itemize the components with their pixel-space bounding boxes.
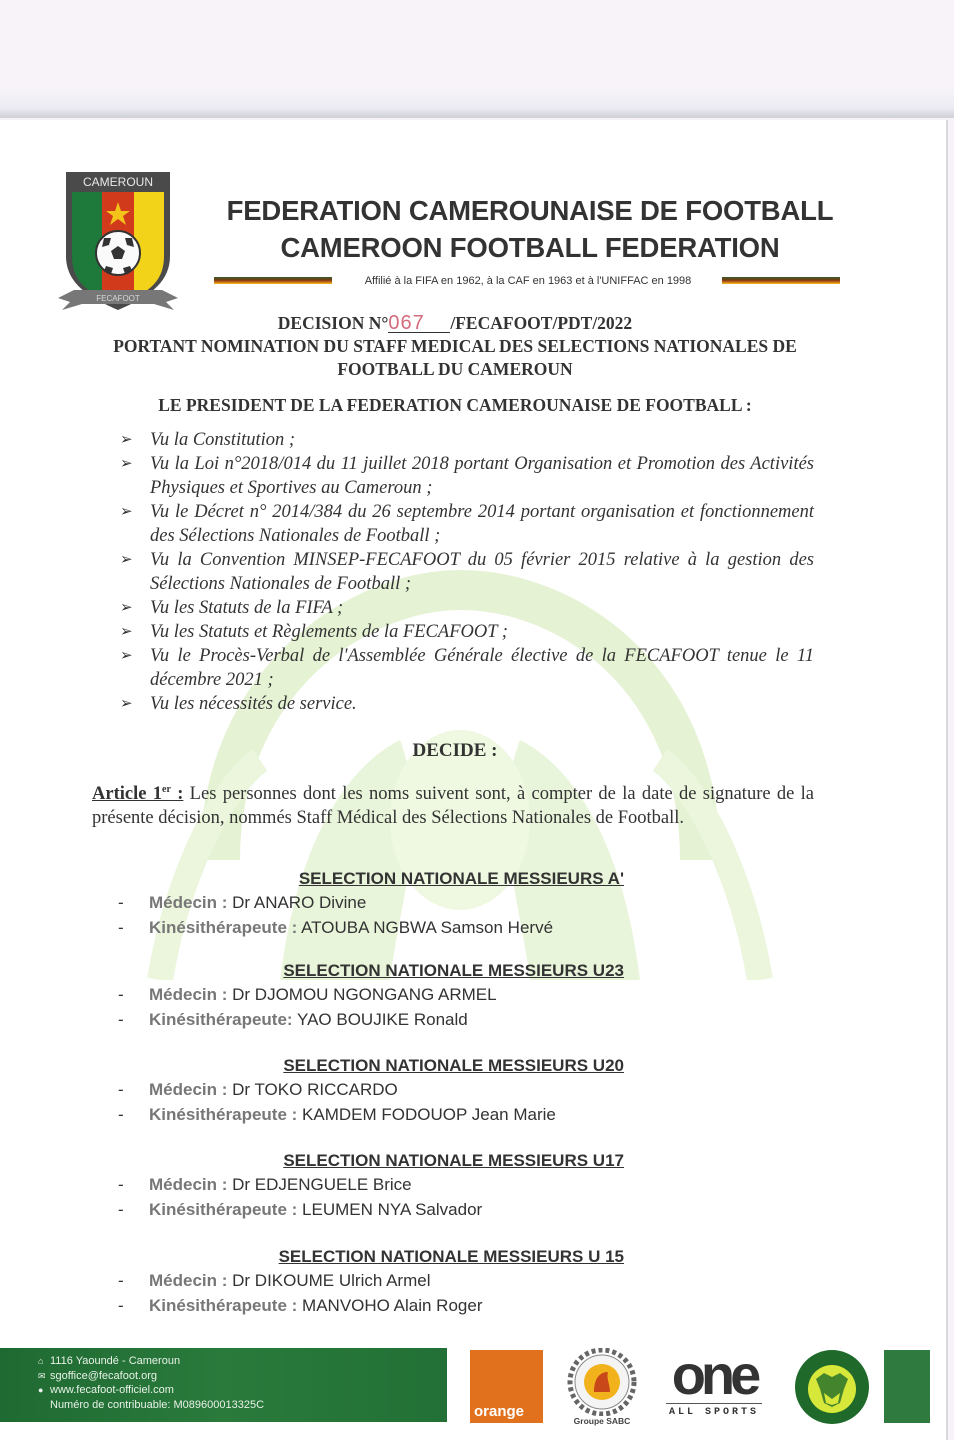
staff-name: Dr DJOMOU NGONGANG ARMEL bbox=[227, 985, 497, 1004]
article-1-text: Les personnes dont les noms suivent sont, à compter de la date de signature de la présente décision, nommés Staff Médical des Sélections Nationales de Football. bbox=[92, 784, 814, 829]
dash-bullet: - bbox=[118, 1295, 124, 1315]
sabc-gear-icon bbox=[566, 1348, 638, 1416]
consideration-text: Vu le Décret n° 2014/384 du 26 septembre 2014 portant organisation et fonctionnement des Sélections Nationales de Football ; bbox=[150, 502, 814, 546]
flag-stripe-right bbox=[722, 277, 840, 284]
address-text: 1116 Yaoundé - Cameroun bbox=[50, 1355, 181, 1367]
selection-u15 bbox=[118, 1245, 678, 1318]
consideration-text: Vu le Procès-Verbal de l'Assemblée Générale élective de la FECAFOOT tenue le 11 décembre 2021 ; bbox=[150, 646, 814, 690]
staff-row bbox=[118, 916, 678, 941]
footer-contact-bar bbox=[0, 1348, 447, 1422]
dash-bullet: - bbox=[118, 1199, 124, 1219]
staff-name: Dr DIKOUME Ulrich Armel bbox=[227, 1271, 431, 1290]
article-1 bbox=[92, 778, 814, 830]
considerations-list bbox=[120, 428, 814, 716]
consideration-item bbox=[120, 452, 814, 500]
crest-label: CAMEROUN bbox=[82, 175, 154, 189]
staff-role: Kinésithérapeute : bbox=[149, 917, 298, 937]
article-label-sup: er bbox=[162, 784, 171, 795]
president-heading: LE PRESIDENT DE LA FEDERATION CAMEROUNAISE DE FOOTBALL : bbox=[158, 395, 752, 415]
footer-address bbox=[38, 1354, 264, 1369]
decision-number-line bbox=[100, 312, 810, 335]
selection-title: SELECTION NATIONALE MESSIEURS U23 bbox=[283, 961, 624, 980]
federation-title bbox=[180, 192, 880, 266]
arrow-bullet-icon: ➢ bbox=[120, 456, 133, 472]
affiliation-text: Affilié à la FIFA en 1962, à la CAF en 1963 et à l'UNIFFAC en 1998 bbox=[364, 275, 692, 287]
decision-number-handwritten: 067 bbox=[388, 314, 450, 333]
staff-role: Kinésithérapeute : bbox=[149, 1295, 298, 1315]
consideration-text: Vu la Loi n°2018/014 du 11 juillet 2018 portant Organisation et Promotion des Activités Physiques et Sportives au Cameroun ; bbox=[150, 454, 814, 498]
consideration-item bbox=[120, 596, 814, 620]
staff-role: Médecin : bbox=[149, 1080, 228, 1099]
arrow-bullet-icon: ➢ bbox=[120, 648, 133, 664]
sabc-sponsor-logo bbox=[566, 1348, 638, 1428]
arrow-bullet-icon: ➢ bbox=[120, 600, 133, 616]
consideration-text: Vu les nécessités de service. bbox=[150, 694, 357, 714]
one-all-sports-logo bbox=[652, 1343, 776, 1428]
dash-bullet: - bbox=[118, 917, 124, 937]
dash-bullet: - bbox=[118, 1271, 124, 1290]
one-logo-caption: ALL SPORTS bbox=[668, 1407, 759, 1418]
staff-row bbox=[118, 1269, 678, 1294]
selection-title: SELECTION NATIONALE MESSIEURS U17 bbox=[283, 1151, 624, 1170]
arrow-bullet-icon: ➢ bbox=[120, 552, 133, 568]
dash-bullet: - bbox=[118, 985, 124, 1004]
consideration-item bbox=[120, 500, 814, 548]
selections-list bbox=[118, 867, 678, 1318]
consideration-text: Vu les Statuts et Règlements de la FECAFOOT ; bbox=[150, 622, 508, 642]
selection-title: SELECTION NATIONALE MESSIEURS U 15 bbox=[278, 1247, 624, 1266]
consideration-item bbox=[120, 620, 814, 644]
staff-name: Dr TOKO RICCARDO bbox=[227, 1080, 398, 1099]
crest-ribbon: FECAFOOT bbox=[96, 294, 140, 303]
staff-name: KAMDEM FODOUOP Jean Marie bbox=[297, 1104, 556, 1124]
decision-subject-line2: FOOTBALL DU CAMEROUN bbox=[337, 359, 573, 379]
consideration-item bbox=[120, 428, 814, 452]
email-text: sgoffice@fecafoot.org bbox=[50, 1369, 157, 1382]
selection-a bbox=[118, 867, 678, 940]
decision-heading bbox=[100, 312, 810, 381]
staff-role: Kinésithérapeute: bbox=[149, 1009, 293, 1029]
dash-bullet: - bbox=[118, 1175, 124, 1194]
staff-role: Kinésithérapeute : bbox=[149, 1104, 298, 1124]
tax-id-text: Numéro de contribuable: M089600013325C bbox=[50, 1398, 265, 1411]
arrow-bullet-icon: ➢ bbox=[120, 504, 133, 520]
staff-name: LEUMEN NYA Salvador bbox=[297, 1199, 483, 1219]
staff-role: Médecin : bbox=[149, 893, 228, 912]
consideration-item bbox=[120, 548, 814, 596]
dash-bullet: - bbox=[118, 1104, 124, 1124]
staff-role: Médecin : bbox=[149, 1175, 228, 1194]
federation-title-en: CAMEROON FOOTBALL FEDERATION bbox=[280, 232, 780, 263]
dash-bullet: - bbox=[118, 1009, 124, 1029]
decide-heading: DECIDE : bbox=[412, 740, 498, 761]
consideration-item bbox=[120, 644, 814, 692]
staff-name: Dr EDJENGUELE Brice bbox=[227, 1175, 412, 1194]
selection-title: SELECTION NATIONALE MESSIEURS U20 bbox=[283, 1056, 624, 1075]
staff-name: YAO BOUJIKE Ronald bbox=[292, 1009, 468, 1029]
staff-name: ATOUBA NGBWA Samson Hervé bbox=[297, 917, 554, 937]
viewer-background bbox=[0, 0, 954, 118]
dash-bullet: - bbox=[118, 893, 124, 912]
staff-row bbox=[118, 891, 678, 916]
arrow-bullet-icon: ➢ bbox=[120, 696, 133, 712]
flag-stripe-left bbox=[214, 277, 332, 284]
one-logo-rule bbox=[666, 1403, 762, 1404]
fecafoot-crest-logo bbox=[56, 168, 180, 316]
staff-role: Médecin : bbox=[149, 985, 228, 1004]
staff-row bbox=[118, 1294, 678, 1319]
home-icon: ⌂ bbox=[38, 1356, 44, 1366]
staff-name: Dr ANARO Divine bbox=[227, 893, 367, 912]
consideration-text: Vu la Convention MINSEP-FECAFOOT du 05 février 2015 relative à la gestion des Sélections Nationales de Football ; bbox=[150, 550, 814, 594]
one-logo-text: one bbox=[671, 1343, 757, 1406]
website-text: www.fecafoot-officiel.com bbox=[50, 1384, 174, 1396]
globe-icon: ● bbox=[38, 1385, 44, 1395]
staff-role: Médecin : bbox=[149, 1271, 228, 1290]
envelope-icon: ✉ bbox=[38, 1370, 46, 1381]
green-flag-block bbox=[884, 1350, 930, 1423]
staff-row bbox=[118, 1078, 678, 1103]
federation-title-fr: FEDERATION CAMEROUNAISE DE FOOTBALL bbox=[226, 195, 834, 226]
staff-row bbox=[118, 1173, 678, 1198]
footer-tax-id bbox=[38, 1398, 264, 1413]
arrow-bullet-icon: ➢ bbox=[120, 624, 133, 640]
article-label-colon: : bbox=[170, 784, 184, 805]
staff-row bbox=[118, 1103, 678, 1128]
staff-row bbox=[118, 1198, 678, 1223]
staff-row bbox=[118, 1008, 678, 1033]
sabc-caption: Groupe SABC bbox=[573, 1416, 631, 1426]
orange-logo-text: orange bbox=[474, 1403, 525, 1420]
consideration-text: Vu la Constitution ; bbox=[150, 430, 296, 450]
selection-u20 bbox=[118, 1054, 678, 1127]
footer-contact-lines bbox=[38, 1354, 264, 1412]
lion-logo-icon bbox=[794, 1349, 870, 1425]
decision-subject-line1: PORTANT NOMINATION DU STAFF MEDICAL DES SELECTIONS NATIONALES DE bbox=[113, 336, 797, 356]
decision-suffix: /FECAFOOT/PDT/2022 bbox=[450, 313, 633, 333]
staff-role: Kinésithérapeute : bbox=[149, 1199, 298, 1219]
staff-name: MANVOHO Alain Roger bbox=[297, 1295, 483, 1315]
article-1-label bbox=[92, 784, 183, 804]
article-label-text: Article 1 bbox=[92, 784, 162, 805]
selection-u17 bbox=[118, 1149, 678, 1222]
selection-u23 bbox=[118, 959, 678, 1032]
staff-row bbox=[118, 983, 678, 1008]
selection-title: SELECTION NATIONALE MESSIEURS A' bbox=[298, 869, 624, 888]
orange-sponsor-logo bbox=[470, 1350, 543, 1423]
document-page bbox=[0, 120, 948, 1440]
decision-prefix: DECISION N° bbox=[277, 313, 389, 333]
consideration-text: Vu les Statuts de la FIFA ; bbox=[150, 598, 344, 618]
footer-website bbox=[38, 1383, 264, 1398]
arrow-bullet-icon: ➢ bbox=[120, 432, 133, 448]
consideration-item bbox=[120, 692, 814, 716]
dash-bullet: - bbox=[118, 1080, 124, 1099]
footer-email bbox=[38, 1369, 264, 1384]
